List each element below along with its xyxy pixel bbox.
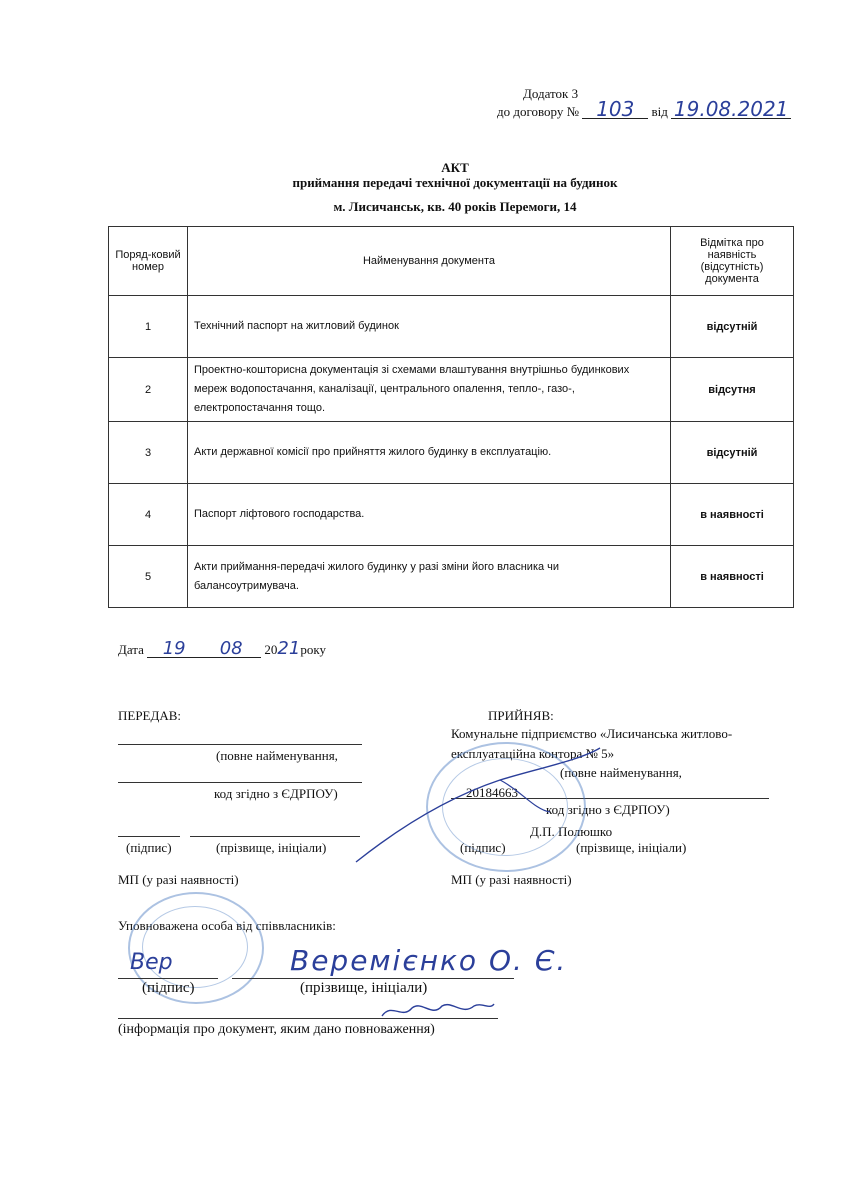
date-label: Дата [118,642,144,657]
contract-number: 103 [582,100,648,119]
contract-date: 19.08.2021 [671,100,791,119]
left-org-line [118,744,362,745]
contract-reference [497,97,791,121]
row-name: Проектно-кошторисна документація зі схемами влаштування внутрішньо будинкових мереж водопостачання, каналізації, центрального опалення, тепло-, газо-, електропостачання тощо. [188,358,671,422]
row-num: 5 [109,546,188,608]
authorized-name-caption: (прізвище, ініціали) [300,980,428,996]
left-stamp-caption: МП (у разі наявності) [118,872,239,887]
left-sign-line [118,836,180,837]
right-sign-caption: (підпис) [460,840,506,855]
left-sign-caption: (підпис) [126,840,172,855]
title-address: м. Лисичанськ, кв. 40 років Перемоги, 14 [333,199,577,214]
right-name-caption: (прізвище, ініціали) [576,840,687,855]
authorized-info-caption: (інформація про документ, яким дано повноваження) [118,1022,435,1037]
row-num: 4 [109,484,188,546]
row-num: 2 [109,358,188,422]
table-row [109,358,794,422]
date-month: 08 [201,641,261,658]
documents-table [108,226,794,608]
transferred-by-title: ПЕРЕДАВ: [118,708,182,723]
row-name: Акти приймання-передачі жилого будинку у разі зміни його власника чи балансоутримувача. [188,546,671,608]
authorized-info-line [118,1018,498,1019]
header-mark: Відмітка про наявність (відсутність) документа [671,227,794,296]
row-mark: відсутній [671,296,794,358]
header-name: Найменування документа [188,227,671,296]
title-subject: приймання передачі технічної документації на будинок [292,175,618,190]
authorized-title: Уповноважена особа від співвласників: [118,918,336,933]
left-edrpou-line [118,782,362,783]
left-full-name-caption: (повне найменування, [216,748,338,763]
document-title [200,160,710,214]
date-year-prefix: 20 [264,642,278,657]
authorized-sign-caption: (підпис) [142,980,195,996]
right-edrpou: 20184663 [466,785,518,800]
row-num: 1 [109,296,188,358]
signature-stroke-icon [350,740,613,870]
right-signer: Д.П. Полюшко [530,824,613,839]
right-stamp-caption: МП (у разі наявності) [451,872,572,887]
row-name: Акти державної комісії про прийняття жилого будинку в експлуатацію. [188,422,671,484]
row-name: Паспорт ліфтового господарства. [188,484,671,546]
authorized-name-line [232,978,514,979]
left-name-caption: (прізвище, ініціали) [216,840,327,855]
header-num: Поряд-ковий номер [109,227,188,296]
right-edrpou-caption: код згідно з ЄДРПОУ) [546,802,670,817]
left-name-line [190,836,360,837]
table-row [109,422,794,484]
accepted-by-title: ПРИЙНЯВ: [488,708,554,723]
right-org-line1: Комунальне підприємство «Лисичанська житлово- [451,726,733,741]
table-row [109,296,794,358]
title-act: АКТ [441,160,469,175]
row-name: Технічний паспорт на житловий будинок [188,296,671,358]
date-day: 19 [147,641,201,658]
from-word: від [651,104,668,119]
info-handwriting-icon [378,998,498,1024]
contract-prefix: до договору № [497,104,580,119]
table-row [109,484,794,546]
act-date [118,638,326,659]
right-full-name-caption: (повне найменування, [560,765,682,780]
authorized-sign-line [118,978,218,979]
annex-label: Додаток 3 [523,86,579,101]
date-year: 21 [277,638,301,659]
authorized-signature-icon: Вер [130,950,173,975]
left-edrpou-caption: код згідно з ЄДРПОУ) [214,786,338,801]
table-row [109,546,794,608]
row-mark: відсутній [671,422,794,484]
authorized-name: Веремієнко О. Є. [290,944,568,977]
table-header-row [109,227,794,296]
row-mark: відсутня [671,358,794,422]
row-mark: в наявності [671,484,794,546]
row-mark: в наявності [671,546,794,608]
right-org-line2: експлуатаційна контора № 5» [451,746,615,761]
row-num: 3 [109,422,188,484]
date-suffix: року [300,642,326,657]
